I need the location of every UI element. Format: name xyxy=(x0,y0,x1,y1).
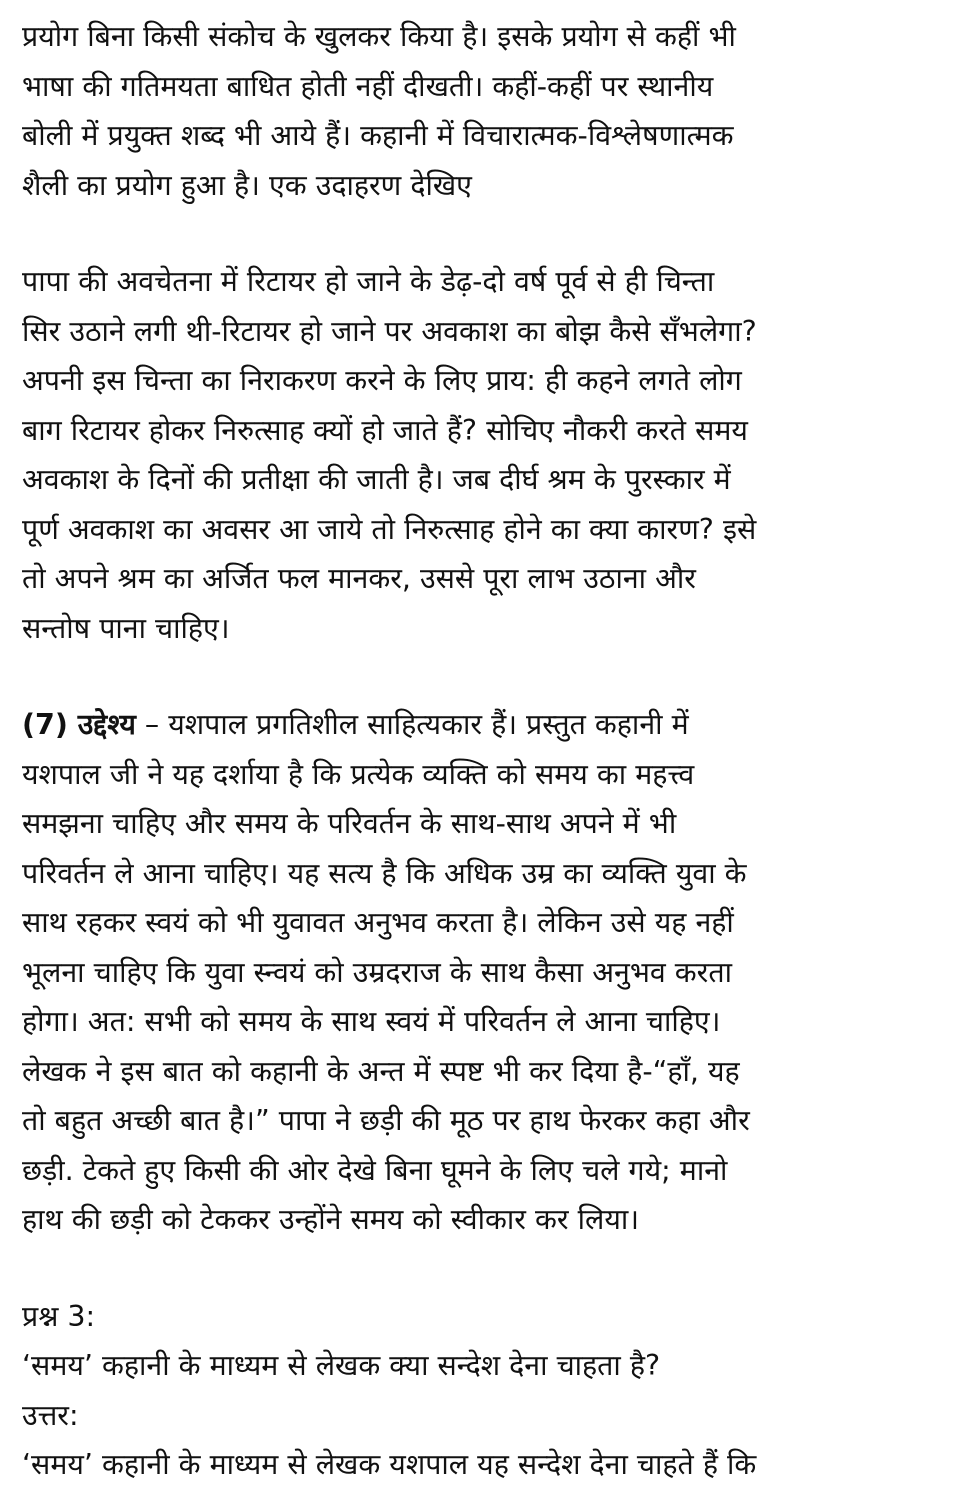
text-line: तो अपने श्रम का अर्जित फल मानकर, उससे पूरा लाभ उठाना और xyxy=(22,562,696,595)
text-line: लेखक ने इस बात को कहानी के अन्त में स्पष्ट भी कर दिया है-“हाँ, यह xyxy=(22,1054,740,1088)
text-line: छड़ी. टेकते हुए किसी की ओर देखे बिना घूमने के लिए चले गये; मानो xyxy=(22,1153,728,1187)
paragraph-example-quote xyxy=(22,257,942,653)
text-line: शैली का प्रयोग हुआ है। एक उदाहरण देखिए xyxy=(22,168,472,202)
text-line: समझना चाहिए और समय के परिवर्तन के साथ-साथ अपने में भी xyxy=(22,807,677,840)
text-line: बाग रिटायर होकर निरुत्साह क्यों हो जाते हैं? सोचिए नौकरी करते समय xyxy=(22,413,748,447)
question-block xyxy=(22,1292,942,1490)
answer-label: उत्तर: xyxy=(22,1398,79,1432)
section-heading: (7) उद्देश्य xyxy=(22,708,136,741)
paragraph-gap xyxy=(22,210,942,257)
text-line: परिवर्तन ले आना चाहिए। यह सत्य है कि अधिक उम्र का व्यक्ति युवा के xyxy=(22,856,747,890)
paragraph-language-style xyxy=(22,12,942,210)
text-line: भूलना चाहिए कि युवा स्न्वयं को उम्रदराज के साथ कैसा अनुभव करता xyxy=(22,955,732,989)
text-line: सिर उठाने लगी थी-रिटायर हो जाने पर अवकाश का बोझ कैसे सँभलेगा? xyxy=(22,314,757,348)
text-line xyxy=(22,700,942,750)
document-page xyxy=(22,12,942,1490)
text-line: प्रयोग बिना किसी संकोच के खुलकर किया है। इसके प्रयोग से कहीं भी xyxy=(22,20,736,53)
text-line: यशपाल जी ने यह दर्शाया है कि प्रत्येक व्यक्ति को समय का महत्त्व xyxy=(22,757,695,791)
text-line: पापा की अवचेतना में रिटायर हो जाने के डेढ़-दो वर्ष पूर्व से ही चिन्ता xyxy=(22,265,715,298)
paragraph-purpose xyxy=(22,700,942,1245)
answer-text: ‘समय’ कहानी के माध्यम से लेखक यशपाल यह सन्देश देना चाहते हैं कि xyxy=(22,1448,757,1481)
text-line: होगा। अत: सभी को समय के साथ स्वयं में परिवर्तन ले आना चाहिए। xyxy=(22,1005,721,1038)
text-line: बोली में प्रयुक्त शब्द भी आये हैं। कहानी में विचारात्मक-विश्लेषणात्मक xyxy=(22,119,734,152)
text-line: तो बहुत अच्छी बात है।” पापा ने छड़ी की मूठ पर हाथ फेरकर कहा और xyxy=(22,1104,750,1137)
text-line: अवकाश के दिनों की प्रतीक्षा की जाती है। जब दीर्घ श्रम के पुरस्कार में xyxy=(22,463,731,496)
paragraph-gap xyxy=(22,1245,942,1292)
text-line: साथ रहकर स्वयं को भी युवावत अनुभव करता है। लेकिन उसे यह नहीं xyxy=(22,906,734,939)
text-line: भाषा की गतिमयता बाधित होती नहीं दीखती। कहीं-कहीं पर स्थानीय xyxy=(22,69,714,103)
question-text: ‘समय’ कहानी के माध्यम से लेखक क्या सन्देश देना चाहता है? xyxy=(22,1349,661,1382)
text-line: पूर्ण अवकाश का अवसर आ जाये तो निरुत्साह होने का क्या कारण? इसे xyxy=(22,512,757,546)
text-line: अपनी इस चिन्ता का निराकरण करने के लिए प्राय: ही कहने लगते लोग xyxy=(22,364,742,397)
question-label: प्रश्न 3: xyxy=(22,1299,96,1333)
paragraph-gap xyxy=(22,653,942,700)
heading-rest-text: – यशपाल प्रगतिशील साहित्यकार हैं। प्रस्तुत कहानी में xyxy=(135,708,689,741)
text-line: सन्तोष पाना चाहिए। xyxy=(22,611,230,645)
text-line: हाथ की छड़ी को टेककर उन्होंने समय को स्वीकार कर लिया। xyxy=(22,1203,640,1236)
